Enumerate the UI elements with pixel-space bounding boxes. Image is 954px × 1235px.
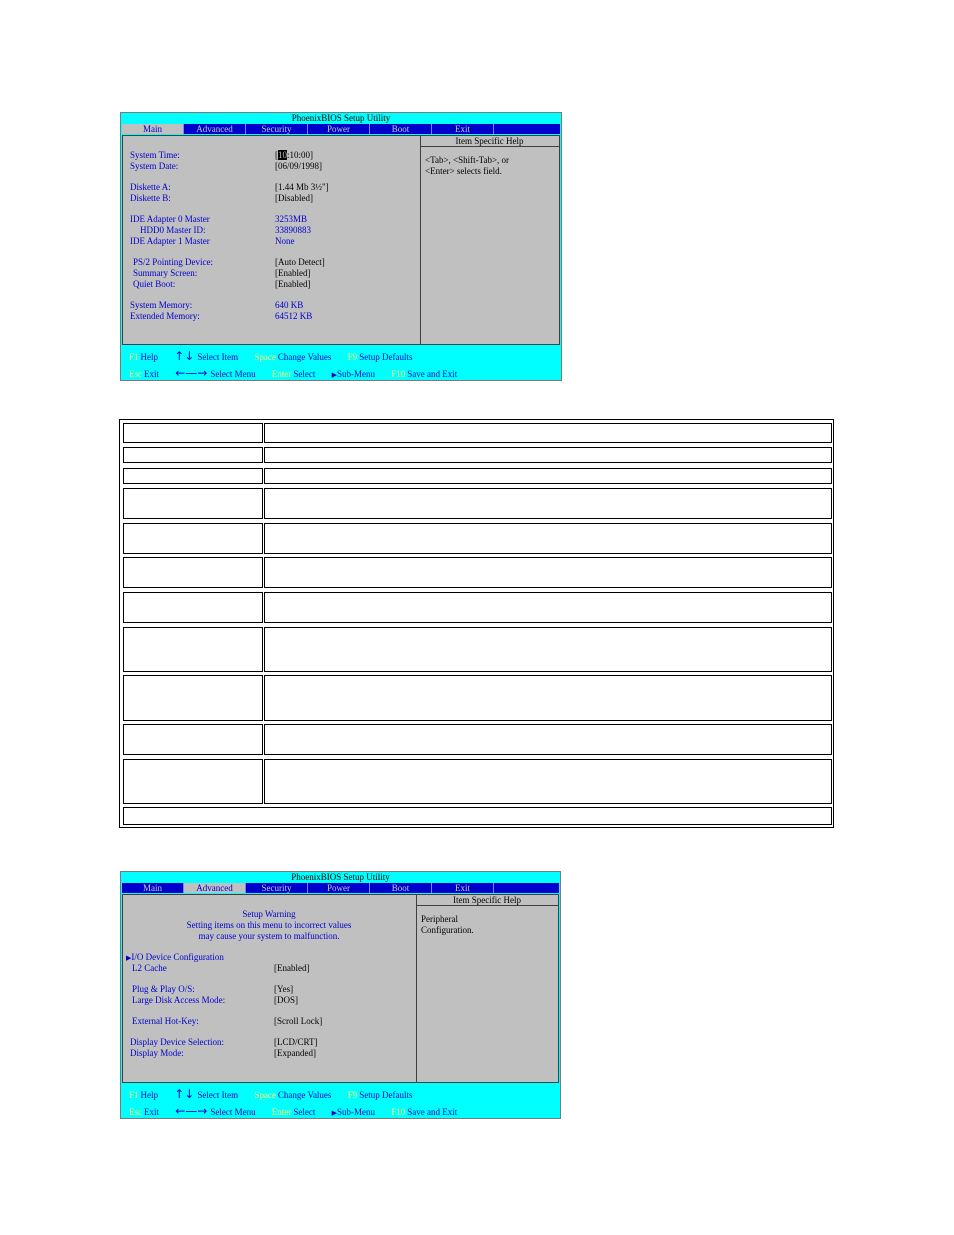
left-right-arrows-icon: ←—→ (175, 1104, 208, 1118)
ide-adapter1-label[interactable]: IDE Adapter 1 Master (130, 236, 210, 246)
bios-screen-main (120, 112, 562, 381)
table-cell-label-6 (123, 557, 263, 588)
up-down-arrows-icon: ↑↓ (174, 1087, 195, 1101)
menu-power[interactable]: Power (308, 883, 370, 893)
summary-screen-value[interactable]: [Enabled] (275, 268, 311, 278)
diskette-b-label: Diskette B: (130, 193, 171, 203)
menu-security[interactable]: Security (246, 883, 308, 893)
settings-list (123, 136, 421, 344)
ps2-pointing-label: PS/2 Pointing Device: (133, 257, 214, 267)
f1-key: F1 (129, 1090, 139, 1100)
esc-key: Esc (129, 369, 142, 379)
key-legend-row-2: Esc Exit ←—→ Select Menu Enter Select ▶Sub-Menu F10 Save and Exit (129, 366, 458, 380)
setup-warning-line-2: may cause your system to malfunction. (198, 931, 340, 941)
system-memory-value: 640 KB (275, 300, 304, 310)
table-cell-label-9 (123, 675, 263, 721)
system-time-label: System Time: (130, 150, 180, 160)
table-cell-label-3 (123, 468, 263, 484)
enter-key: Enter (271, 369, 292, 379)
submenu-triangle-icon: ▶ (331, 1109, 337, 1117)
table-cell-desc-6 (264, 557, 832, 588)
diskette-a-label: Diskette A: (130, 182, 171, 192)
up-down-arrows-icon: ↑↓ (174, 349, 195, 363)
ps2-pointing-value[interactable]: [Auto Detect] (275, 257, 325, 267)
f10-key: F10 (391, 369, 406, 379)
space-key: Space (254, 352, 276, 362)
extended-memory-label: Extended Memory: (130, 311, 200, 321)
external-hotkey-label: External Hot-Key: (132, 1016, 199, 1026)
menu-bar (122, 883, 559, 893)
menu-exit[interactable]: Exit (432, 124, 494, 134)
left-right-arrows-icon: ←—→ (175, 366, 208, 380)
system-date-value[interactable]: [06/09/1998] (275, 161, 322, 171)
quiet-boot-value[interactable]: [Enabled] (275, 279, 311, 289)
settings-panel (122, 135, 560, 345)
key-legend (121, 1084, 560, 1118)
key-legend (121, 346, 561, 380)
table-cell-desc-4 (264, 488, 832, 519)
bios-title: PhoenixBIOS Setup Utility (291, 113, 391, 123)
menu-boot[interactable]: Boot (370, 124, 432, 134)
plug-and-play-label: Plug & Play O/S: (132, 984, 195, 994)
system-memory-label: System Memory: (130, 300, 193, 310)
bios-title: PhoenixBIOS Setup Utility (291, 872, 390, 882)
quiet-boot-label: Quiet Boot: (133, 279, 176, 289)
menu-power[interactable]: Power (308, 124, 370, 134)
table-cell-desc-9 (264, 675, 832, 721)
setup-warning-title: Setup Warning (242, 909, 296, 919)
ide-adapter0-value: 3253MB (275, 214, 308, 224)
menu-boot[interactable]: Boot (370, 883, 432, 893)
setup-warning-line-1: Setting items on this menu to incorrect values (186, 920, 352, 930)
display-mode-value[interactable]: [Expanded] (274, 1048, 316, 1058)
settings-panel (122, 894, 559, 1083)
menu-exit[interactable]: Exit (432, 883, 494, 893)
key-legend-row-1: F1 Help ↑↓ Select Item Space Change Values F9 Setup Defaults (129, 1087, 413, 1101)
settings-list (123, 895, 417, 1082)
table-cell-footer (123, 807, 832, 825)
table-cell-desc-7 (264, 592, 832, 623)
table-cell-label-11 (123, 759, 263, 804)
menu-main[interactable]: Main (122, 883, 184, 893)
hdd0-master-id-label: HDD0 Master ID: (140, 225, 206, 235)
l2-cache-value[interactable]: [Enabled] (274, 963, 310, 973)
hdd0-master-id-value: 33890883 (275, 225, 311, 235)
menu-security[interactable]: Security (246, 124, 308, 134)
large-disk-access-label: Large Disk Access Mode: (132, 995, 226, 1005)
table-cell-label-4 (123, 488, 263, 519)
diskette-a-value[interactable]: [1.44 Mb 3½"] (275, 182, 329, 192)
help-pane (420, 136, 559, 344)
submenu-triangle-icon: ▶ (331, 371, 337, 379)
menu-advanced[interactable]: Advanced (184, 124, 246, 134)
diskette-b-value[interactable]: [Disabled] (275, 193, 313, 203)
menu-main[interactable]: Main (122, 124, 184, 134)
display-device-label: Display Device Selection: (130, 1037, 224, 1047)
help-text: <Tab>, <Shift-Tab>, or <Enter> selects field. (425, 155, 510, 176)
external-hotkey-value[interactable]: [Scroll Lock] (274, 1016, 323, 1026)
help-pane (416, 895, 558, 1082)
table-cell-label-5 (123, 523, 263, 554)
key-legend-row-1: F1 Help ↑↓ Select Item Space Change Values F9 Setup Defaults (129, 349, 413, 363)
help-header: Item Specific Help (416, 895, 558, 906)
summary-screen-label: Summary Screen: (133, 268, 198, 278)
display-device-value[interactable]: [LCD/CRT] (274, 1037, 318, 1047)
ide-adapter1-value: None (275, 236, 295, 246)
settings-description-table (119, 419, 834, 828)
help-header: Item Specific Help (420, 136, 559, 147)
table-cell-label-2 (123, 447, 263, 463)
table-cell-desc-8 (264, 627, 832, 672)
plug-and-play-value[interactable]: [Yes] (274, 984, 294, 994)
large-disk-access-value[interactable]: [DOS] (274, 995, 298, 1005)
table-cell-desc-11 (264, 759, 832, 804)
f9-key: F9 (347, 352, 358, 362)
system-date-label: System Date: (130, 161, 179, 171)
table-cell-desc-5 (264, 523, 832, 554)
bios-screen-advanced (120, 871, 561, 1119)
io-device-config-item[interactable]: ▶I/O Device Configuration (126, 952, 224, 962)
table-cell-label-1 (123, 423, 263, 443)
esc-key: Esc (129, 1107, 142, 1117)
key-legend-row-2: Esc Exit ←—→ Select Menu Enter Select ▶Sub-Menu F10 Save and Exit (129, 1104, 458, 1118)
f10-key: F10 (391, 1107, 406, 1117)
table-cell-desc-3 (264, 468, 832, 484)
table-cell-desc-2 (264, 447, 832, 463)
enter-key: Enter (271, 1107, 292, 1117)
l2-cache-label: L2 Cache (132, 963, 167, 973)
help-text: Peripheral Configuration. (421, 914, 474, 935)
menu-advanced[interactable]: Advanced (184, 883, 246, 893)
table-cell-label-10 (123, 724, 263, 755)
table-cell-desc-10 (264, 724, 832, 755)
f1-key: F1 (129, 352, 139, 362)
display-mode-label: Display Mode: (130, 1048, 184, 1058)
space-key: Space (254, 1090, 276, 1100)
system-time-value[interactable]: [10:10:00] (275, 150, 313, 160)
table-cell-label-8 (123, 627, 263, 672)
submenu-triangle-icon: ▶ (126, 954, 132, 962)
menu-bar (122, 124, 560, 134)
extended-memory-value: 64512 KB (275, 311, 313, 321)
table-cell-label-7 (123, 592, 263, 623)
ide-adapter0-label[interactable]: IDE Adapter 0 Master (130, 214, 210, 224)
f9-key: F9 (347, 1090, 358, 1100)
table-cell-desc-1 (264, 423, 832, 443)
